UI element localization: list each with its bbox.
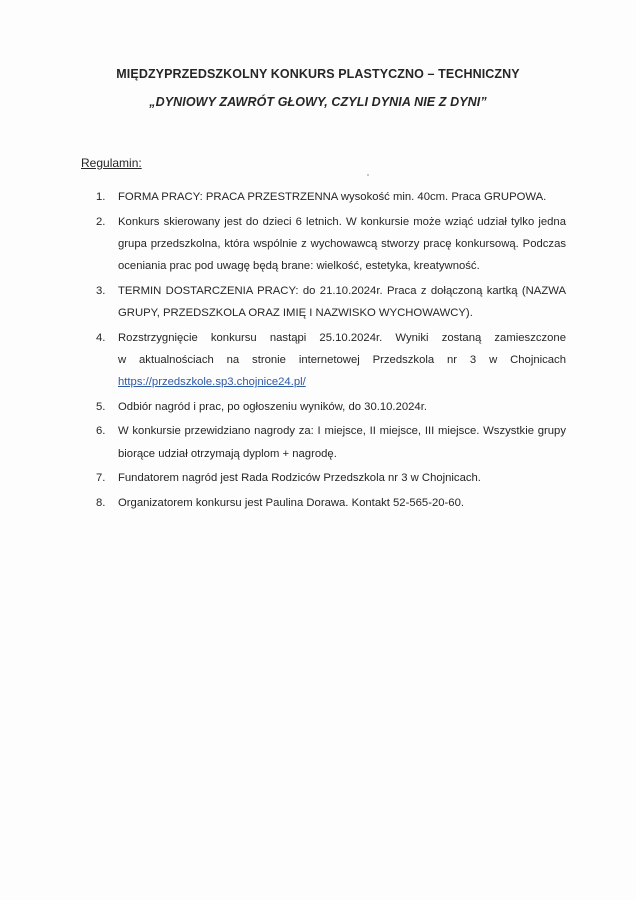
rule-item-4 [96, 327, 566, 394]
rule-item-2 [96, 211, 566, 278]
rule-text-line-1: Rozstrzygnięcie konkursu nastąpi 25.10.2024r. Wyniki zostaną zamieszczone [118, 331, 566, 344]
rule-item-7 [96, 467, 566, 489]
rule-text-line-2: w aktualnościach na stronie internetowej Przedszkola nr 3 w Chojnicach [118, 353, 566, 366]
rule-text: Odbiór nagród i prac, po ogłoszeniu wyników, do 30.10.2024r. [118, 400, 427, 413]
rule-text: W konkursie przewidziano nagrody za: I miejsce, II miejsce, III miejsce. Wszystkie grupy biorące udział otrzymają dyplom + nagrodę. [118, 425, 566, 460]
rule-item-3 [96, 280, 566, 325]
rule-number: 1. [96, 191, 106, 203]
section-heading: Regulamin: [81, 156, 142, 170]
rule-item-6 [96, 420, 566, 465]
scan-speck [367, 174, 369, 176]
rule-number: 3. [96, 284, 106, 297]
document-subtitle: „DYNIOWY ZAWRÓT GŁOWY, CZYLI DYNIA NIE Z DYNI” [149, 95, 487, 109]
rule-number: 8. [96, 496, 106, 509]
rule-text: Konkurs skierowany jest do dzieci 6 letnich. W konkursie może wziąć udział tylko jedna grupa przedszkolna, która wspólnie z wychowawcą stworzy pracę konkursową. Podczas oceniania prac pod uwagę będą brane: wielkość, estetyka, kreatywność. [118, 215, 566, 273]
rule-number: 7. [96, 472, 106, 485]
rule-number: 5. [96, 400, 106, 413]
document-title: MIĘDZYPRZEDSZKOLNY KONKURS PLASTYCZNO – TECHNICZNY [116, 67, 520, 81]
rule-text: Fundatorem nagród jest Rada Rodziców Przedszkola nr 3 w Chojnicach. [118, 472, 481, 485]
rule-item-1 [96, 186, 566, 208]
rule-item-5 [96, 396, 566, 418]
rule-number: 2. [96, 215, 106, 228]
rule-item-8 [96, 492, 566, 514]
rule-text: Organizatorem konkursu jest Paulina Dorawa. Kontakt 52-565-20-60. [118, 496, 464, 509]
rules-list [96, 186, 566, 517]
rule-text: TERMIN DOSTARCZENIA PRACY: do 21.10.2024r. Praca z dołączoną kartką (NAZWA GRUPY, PRZEDSZKOLA ORAZ IMIĘ I NAZWISKO WYCHOWAWCY). [118, 284, 566, 320]
rule-text: FORMA PRACY: PRACA PRZESTRZENNA wysokość min. 40cm. Praca GRUPOWA. [118, 191, 547, 203]
website-link[interactable]: https://przedszkole.sp3.chojnice24.pl/ [118, 376, 306, 389]
rule-number: 6. [96, 425, 106, 438]
rule-number: 4. [96, 331, 106, 344]
